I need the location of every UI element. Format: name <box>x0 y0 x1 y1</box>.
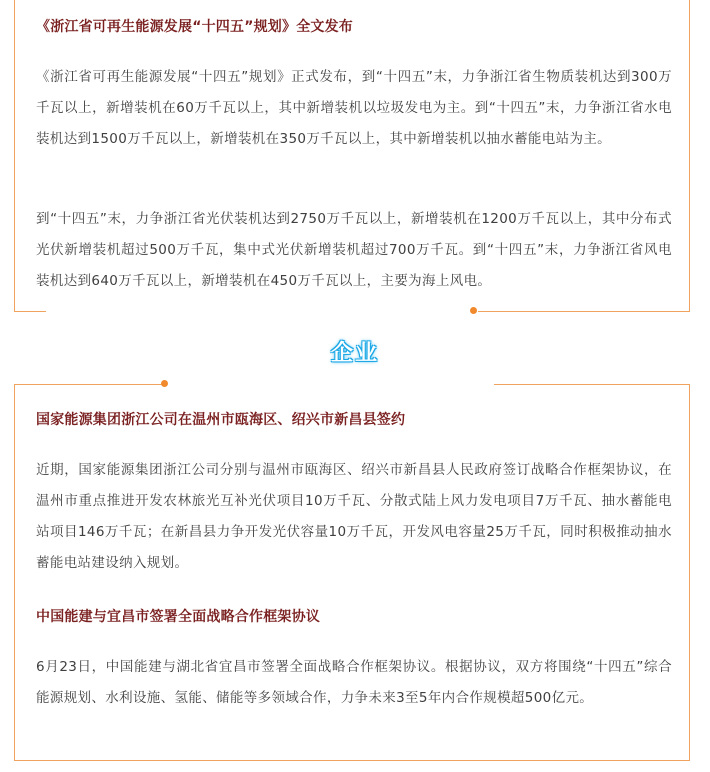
policy-paragraph-1: 《浙江省可再生能源发展“十四五”规划》正式发布，到“十四五”末，力争浙江省生物质装机达到300万千瓦以上，新增装机在60万千瓦以上，其中新增装机以垃圾发电为主。到“十四五”末，力争浙江省水电装机达到1500万千瓦以上，新增装机在350万千瓦以上，其中新增装机以抽水蓄能电站为主。 <box>36 69 672 147</box>
enterprise-paragraph-1: 近期，国家能源集团浙江公司分别与温州市瓯海区、绍兴市新昌县人民政府签订战略合作框架协议，在温州市重点推进开发农林旅光互补光伏项目10万千瓦、分散式陆上风力发电项目7万千瓦、抽水蓄能电站项目146万千瓦；在新昌县力争开发光伏容量10万千瓦，开发风电容量25万千瓦，同时积极推动抽水蓄能电站建设纳入规划。 <box>36 462 672 571</box>
enterprise-heading-2: 中国能建与宜昌市签署全面战略合作框架协议 <box>36 609 320 625</box>
card-divider <box>14 760 690 761</box>
orange-dot-icon <box>470 307 477 314</box>
enterprise-heading-1: 国家能源集团浙江公司在温州市瓯海区、绍兴市新昌县签约 <box>36 412 406 428</box>
section-title: 企业 <box>330 341 379 366</box>
card-divider <box>494 384 690 385</box>
orange-dot-icon <box>161 380 168 387</box>
enterprise-paragraph-2: 6月23日，中国能建与湖北省宜昌市签署全面战略合作框架协议。根据协议，双方将围绕“十四五”综合能源规划、水利设施、氢能、储能等多领域合作，力争未来3至5年内合作规模超500亿元。 <box>36 659 672 706</box>
card-divider <box>14 311 46 312</box>
policy-heading: 《浙江省可再生能源发展“十四五”规划》全文发布 <box>36 19 354 35</box>
policy-paragraph-2: 到“十四五”末，力争浙江省光伏装机达到2750万千瓦以上，新增装机在1200万千瓦以上，其中分布式光伏新增装机超过500万千瓦，集中式光伏新增装机超过700万千瓦。到“十四五”末，力争浙江省风电装机达到640万千瓦以上，新增装机在450万千瓦以上，主要为海上风电。 <box>36 211 672 289</box>
card-divider <box>478 311 690 312</box>
card-divider <box>14 384 164 385</box>
